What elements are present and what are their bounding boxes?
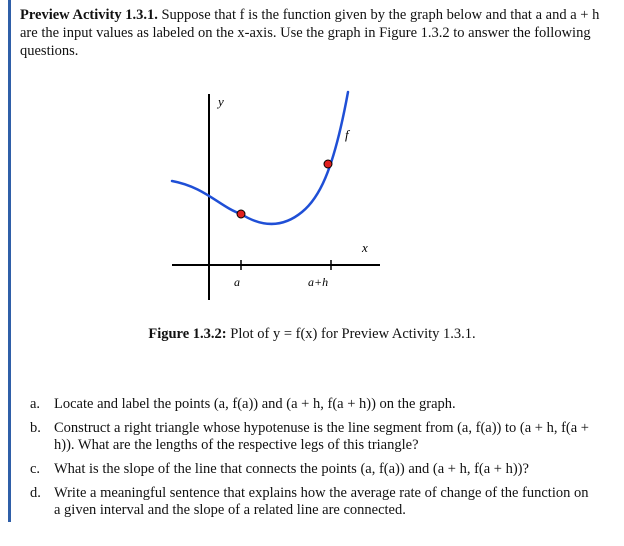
question-item bbox=[30, 461, 590, 478]
question-item bbox=[30, 396, 590, 413]
left-accent-bar bbox=[8, 0, 11, 522]
tick-a-label: a bbox=[234, 275, 240, 289]
question-item bbox=[30, 485, 590, 519]
figure-caption-text: Plot of y = f(x) for Preview Activity 1.3.1. bbox=[230, 326, 476, 342]
question-item bbox=[30, 420, 590, 454]
y-axis-label: y bbox=[218, 94, 224, 109]
activity-heading: Preview Activity 1.3.1. bbox=[20, 7, 158, 23]
figure-caption-label: Figure 1.3.2: bbox=[148, 326, 227, 342]
point-ah-fah bbox=[324, 160, 332, 168]
question-marker: a. bbox=[30, 396, 41, 412]
question-marker: c. bbox=[30, 461, 41, 477]
x-axis-label: x bbox=[362, 240, 368, 255]
question-marker: b. bbox=[30, 420, 41, 436]
activity-intro bbox=[20, 6, 610, 60]
question-marker: d. bbox=[30, 485, 41, 501]
tick-a-plus-h-label: a+h bbox=[308, 275, 329, 289]
function-label: f bbox=[345, 127, 349, 142]
function-curve bbox=[172, 92, 348, 224]
question-text: What is the slope of the line that connects the points (a, f(a)) and (a + h, f(a + h))? bbox=[54, 461, 529, 477]
function-graph bbox=[160, 84, 400, 304]
question-text: Locate and label the points (a, f(a)) and (a + h, f(a + h)) on the graph. bbox=[54, 396, 456, 412]
graph-svg bbox=[160, 84, 400, 304]
question-list bbox=[30, 396, 590, 526]
point-a-fa bbox=[237, 210, 245, 218]
question-text: Construct a right triangle whose hypotenuse is the line segment from (a, f(a)) to (a + h, f(a + h)). What are the lengths of the respective legs of this triangle? bbox=[54, 420, 589, 453]
figure-caption bbox=[0, 326, 624, 343]
question-text: Write a meaningful sentence that explains how the average rate of change of the function on a given interval and the slope of a related line are connected. bbox=[54, 485, 589, 518]
activity-intro-text: Suppose that f is the function given by the graph below and that a and a + h are the input values as labeled on the x-axis. Use the graph in Figure 1.3.2 to answer the following questions. bbox=[20, 7, 600, 59]
